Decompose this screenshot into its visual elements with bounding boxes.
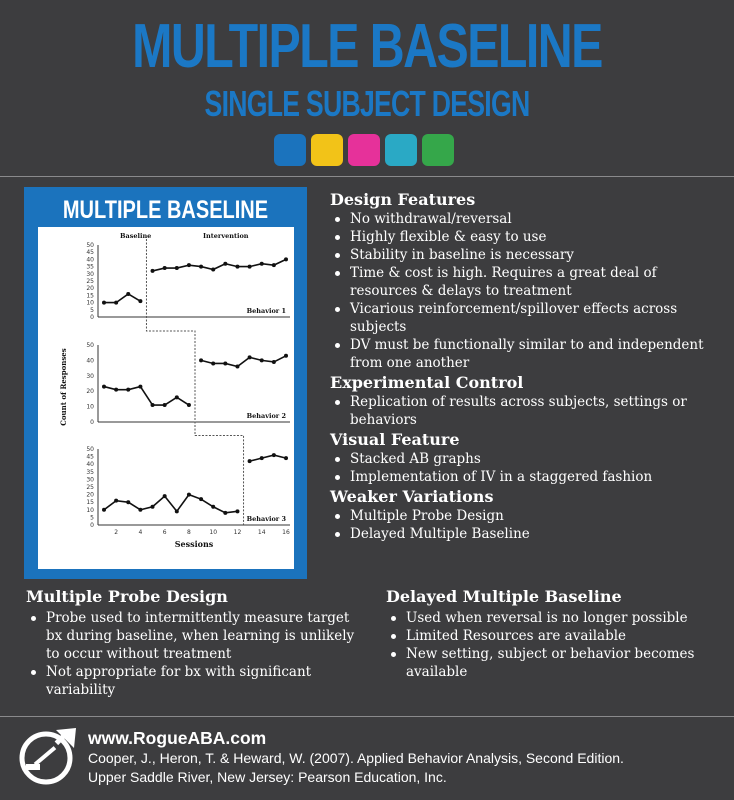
citation-line-1: Cooper, J., Heron, T. & Heward, W. (2007). Applied Behavior Analysis, Second Edition. [88, 750, 624, 766]
baseline-data-point [187, 493, 191, 497]
intervention-data-point [235, 365, 239, 369]
baseline-data-point [151, 505, 155, 509]
y-tick-label: 50 [86, 446, 94, 453]
multiple-baseline-chart [38, 227, 294, 569]
baseline-series-line [104, 294, 140, 303]
y-tick-label: 0 [90, 314, 94, 321]
intervention-data-point [235, 265, 239, 269]
baseline-data-point [223, 511, 227, 515]
x-tick-label: 12 [233, 529, 242, 536]
baseline-data-point [126, 500, 130, 504]
baseline-data-point [199, 497, 203, 501]
y-tick-label: 35 [86, 468, 94, 476]
y-tick-label: 20 [86, 491, 94, 499]
experimental-control-heading: Experimental Control [330, 373, 524, 392]
weaker-variations-heading: Weaker Variations [330, 487, 494, 506]
list-item: Used when reversal is no longer possible [386, 609, 716, 627]
x-tick-label: 4 [138, 529, 143, 536]
intervention-data-point [284, 354, 288, 358]
design-features-list [330, 210, 725, 372]
baseline-data-point [102, 385, 106, 389]
y-tick-label: 40 [86, 256, 94, 264]
list-item: Probe used to intermittently measure target bx during baseline, when learning is unlikely to occur without treatment [26, 609, 356, 663]
baseline-series-line [104, 495, 237, 513]
y-tick-label: 30 [86, 476, 94, 484]
x-tick-label: 14 [257, 529, 266, 536]
intervention-data-point [223, 262, 227, 266]
header [0, 0, 734, 176]
y-tick-label: 30 [86, 270, 94, 278]
intervention-data-point [248, 265, 252, 269]
intervention-series-line [250, 455, 286, 461]
baseline-data-point [126, 292, 130, 296]
baseline-data-point [138, 508, 142, 512]
intervention-data-point [284, 456, 288, 460]
x-tick-label: 10 [209, 529, 218, 536]
behavior-label: Behavior 2 [246, 412, 286, 420]
intervention-data-point [163, 266, 167, 270]
y-tick-label: 40 [86, 461, 94, 469]
experimental-control-list [330, 393, 725, 429]
y-tick-label: 50 [86, 342, 94, 349]
intervention-data-point [211, 267, 215, 271]
baseline-data-point [138, 299, 142, 303]
citation [88, 749, 728, 787]
x-tick-label: 2 [114, 529, 119, 536]
y-tick-label: 45 [86, 453, 94, 461]
intervention-data-point [248, 459, 252, 463]
swatch-teal [385, 134, 417, 166]
x-tick-label: 8 [187, 529, 191, 536]
x-tick-label: 6 [162, 529, 167, 536]
y-tick-label: 10 [86, 299, 94, 307]
intervention-data-point [260, 456, 264, 460]
baseline-data-point [138, 385, 142, 389]
baseline-data-point [102, 508, 106, 512]
graph-title: MULTIPLE BASELINE [62, 196, 269, 224]
y-tick-label: 25 [86, 484, 94, 491]
intervention-data-point [187, 263, 191, 267]
weaker-variations-section [330, 487, 725, 543]
swatch-magenta [348, 134, 380, 166]
visual-feature-section [330, 430, 725, 486]
multiple-probe-list [26, 609, 356, 699]
phase-label-intervention: Intervention [203, 232, 249, 240]
phase-change-line [146, 239, 243, 525]
color-swatches [274, 134, 454, 166]
baseline-data-point [163, 494, 167, 498]
list-item: Stability in baseline is necessary [330, 246, 725, 264]
y-tick-label: 0 [90, 522, 94, 529]
y-tick-label: 10 [86, 506, 94, 514]
list-item: Multiple Probe Design [330, 507, 725, 525]
swatch-blue [274, 134, 306, 166]
intervention-data-point [248, 355, 252, 359]
features-column [330, 190, 725, 544]
swatch-yellow [311, 134, 343, 166]
header-divider [0, 176, 734, 177]
multiple-probe-heading: Multiple Probe Design [26, 587, 228, 606]
intervention-data-point [199, 358, 203, 362]
baseline-data-point [175, 509, 179, 513]
swatch-green [422, 134, 454, 166]
list-item: No withdrawal/reversal [330, 210, 725, 228]
y-tick-label: 50 [86, 242, 94, 249]
list-item: Limited Resources are available [386, 627, 716, 645]
intervention-data-point [199, 265, 203, 269]
page-title: MULTIPLE BASELINE [132, 12, 602, 81]
intervention-series-line [153, 259, 286, 271]
y-tick-label: 5 [90, 514, 94, 522]
baseline-data-point [175, 395, 179, 399]
baseline-data-point [114, 499, 118, 503]
experimental-control-section [330, 373, 725, 429]
list-item: Not appropriate for bx with significant variability [26, 663, 356, 699]
list-item: New setting, subject or behavior becomes available [386, 645, 716, 681]
delayed-mb-heading: Delayed Multiple Baseline [386, 587, 622, 606]
delayed-mb-list [386, 609, 716, 681]
footer-divider [0, 716, 734, 717]
baseline-data-point [163, 403, 167, 407]
baseline-data-point [114, 301, 118, 305]
x-axis-label: Sessions [174, 539, 214, 549]
baseline-data-point [211, 505, 215, 509]
baseline-data-point [187, 403, 191, 407]
y-tick-label: 10 [86, 403, 94, 411]
y-tick-label: 20 [86, 388, 94, 396]
baseline-data-point [235, 509, 239, 513]
baseline-data-point [102, 301, 106, 305]
list-item: Replication of results across subjects, settings or behaviors [330, 393, 725, 429]
list-item: Time & cost is high. Requires a great deal of resources & delays to treatment [330, 264, 725, 300]
y-tick-label: 45 [86, 249, 94, 257]
y-tick-label: 5 [90, 306, 94, 314]
list-item: Delayed Multiple Baseline [330, 525, 725, 543]
intervention-data-point [175, 266, 179, 270]
list-item: Implementation of IV in a staggered fashion [330, 468, 725, 486]
y-tick-label: 15 [86, 499, 94, 507]
intervention-data-point [272, 263, 276, 267]
intervention-data-point [272, 360, 276, 364]
delayed-mb-section [386, 587, 716, 681]
intervention-data-point [151, 269, 155, 273]
y-tick-label: 30 [86, 372, 94, 380]
list-item: DV must be functionally similar to and independent from one another [330, 336, 725, 372]
page-subtitle: SINGLE SUBJECT DESIGN [204, 83, 530, 124]
visual-feature-list [330, 450, 725, 486]
weaker-variations-list [330, 507, 725, 543]
intervention-data-point [272, 453, 276, 457]
list-item: Highly flexible & easy to use [330, 228, 725, 246]
baseline-data-point [151, 403, 155, 407]
graph-panel [24, 187, 307, 579]
y-tick-label: 35 [86, 263, 94, 271]
behavior-label: Behavior 1 [246, 307, 286, 315]
y-tick-label: 0 [90, 419, 94, 426]
intervention-data-point [211, 361, 215, 365]
list-item: Vicarious reinforcement/spillover effects across subjects [330, 300, 725, 336]
y-tick-label: 15 [86, 292, 94, 300]
graph-area [38, 227, 294, 569]
intervention-data-point [284, 257, 288, 261]
citation-line-2: Upper Saddle River, New Jersey: Pearson Education, Inc. [88, 769, 447, 785]
behavior-label: Behavior 3 [246, 515, 286, 523]
y-tick-label: 20 [86, 285, 94, 293]
x-tick-label: 16 [282, 529, 290, 536]
baseline-data-point [126, 388, 130, 392]
multiple-probe-section [26, 587, 356, 699]
list-item: Stacked AB graphs [330, 450, 725, 468]
intervention-data-point [260, 262, 264, 266]
intervention-data-point [260, 358, 264, 362]
design-features-heading: Design Features [330, 190, 476, 209]
intervention-data-point [223, 361, 227, 365]
y-axis-label: Count of Responses [59, 348, 68, 426]
website-link[interactable]: www.RogueABA.com [88, 728, 267, 748]
rogue-aba-logo-icon [16, 724, 80, 788]
visual-feature-heading: Visual Feature [330, 430, 460, 449]
design-features-section [330, 190, 725, 372]
y-tick-label: 40 [86, 357, 94, 365]
y-tick-label: 25 [86, 278, 94, 285]
baseline-data-point [114, 388, 118, 392]
phase-label-baseline: Baseline [120, 232, 152, 240]
